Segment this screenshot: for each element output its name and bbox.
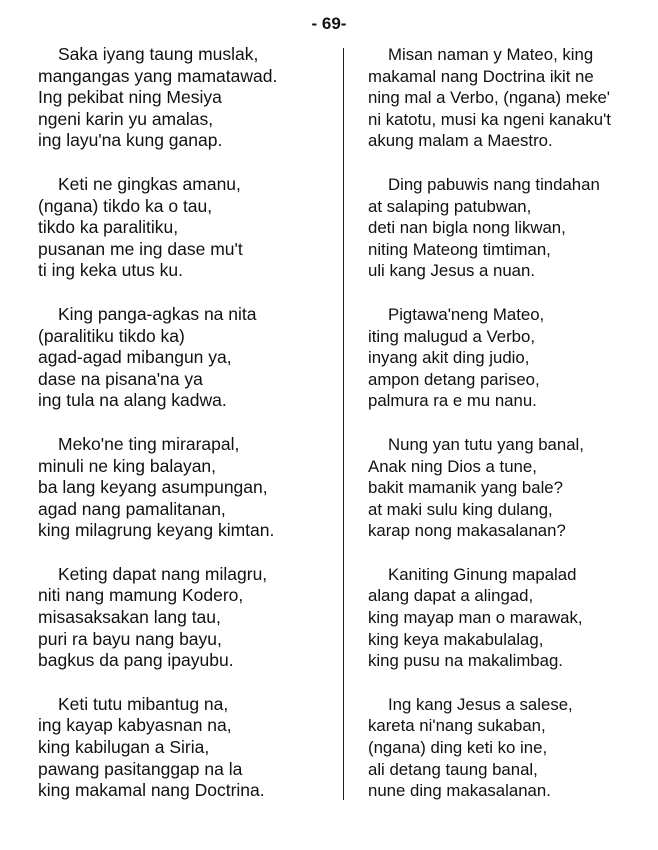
verse-line: karap nong makasalanan? [368,521,566,541]
right-column [368,44,658,824]
stanza [38,694,326,802]
column-divider [343,48,344,800]
verse-line: (paralitiku tikdo ka) [38,325,185,346]
verse-line: Nung yan tutu yang banal, [388,434,584,454]
verse-line: Pigtawa'neng Mateo, [388,304,545,324]
stanza [368,304,658,412]
verse-line: ing tula na alang kadwa. [38,390,227,411]
page-number: - 69- [311,14,347,33]
verse-line: bakit mamanik yang bale? [368,478,563,498]
verse-line: king keya makabulalag, [368,629,544,649]
stanza [38,434,326,542]
stanza [38,44,326,152]
verse-line: king kabilugan a Siria, [38,737,210,758]
verse-line: king makamal nang Doctrina. [38,780,265,801]
verse-line: kareta ni'nang sukaban, [368,716,546,736]
verse-line: deti nan bigla nong likwan, [368,218,566,238]
verse-line: (ngana) tikdo ka o tau, [38,195,213,216]
verse-line: uli kang Jesus a nuan. [368,261,535,281]
verse-line: pawang pasitanggap na la [38,758,243,779]
verse-line: ning mal a Verbo, (ngana) meke' [368,88,611,108]
verse-line: king milagrung keyang kimtan. [38,520,275,541]
stanza [368,174,658,282]
verse-line: puri ra bayu nang bayu, [38,628,222,649]
verse-line: iting malugud a Verbo, [368,326,535,346]
verse-line: dase na pisana'na ya [38,368,203,389]
verse-line: Anak ning Dios a tune, [368,456,537,476]
verse-line: Ing kang Jesus a salese, [388,694,573,714]
verse-line: makamal nang Doctrina ikit ne [368,66,594,86]
verse-line: minuli ne king balayan, [38,455,217,476]
verse-line: pusanan me ing dase mu't [38,238,243,259]
verse-line: ing layu'na kung ganap. [38,130,223,151]
verse-line: Keting dapat nang milagru, [58,563,268,584]
verse-line: palmura ra e mu nanu. [368,391,537,411]
verse-line: agad-agad mibangun ya, [38,347,232,368]
stanza [368,564,658,672]
verse-line: at salaping patubwan, [368,196,532,216]
stanza [368,694,658,802]
verse-line: mangangas yang mamatawad. [38,65,278,86]
verse-line: ing kayap kabyasnan na, [38,715,232,736]
verse-line: ba lang keyang asumpungan, [38,477,268,498]
stanza [38,564,326,672]
verse-line: Keti ne gingkas amanu, [58,173,241,194]
verse-line: king mayap man o marawak, [368,608,583,628]
verse-line: niting Mateong timtiman, [368,239,551,259]
verse-line: agad nang pamalitanan, [38,498,226,519]
verse-line: tikdo ka paralitiku, [38,217,179,238]
verse-line: King panga-agkas na nita [58,303,257,324]
verse-line: king pusu na makalimbag. [368,651,563,671]
verse-line: inyang akit ding judio, [368,348,530,368]
verse-line: Keti tutu mibantug na, [58,693,229,714]
verse-line: akung malam a Maestro. [368,131,553,151]
stanza [38,304,326,412]
verse-line: misasaksakan lang tau, [38,607,221,628]
verse-line: ti ing keka utus ku. [38,260,183,281]
verse-line: Ing pekibat ning Mesiya [38,87,222,108]
verse-line: niti nang mamung Kodero, [38,585,244,606]
stanza [38,174,326,282]
verse-line: ni katotu, musi ka ngeni kanaku't [368,109,611,129]
verse-line: Ding pabuwis nang tindahan [388,174,600,194]
verse-line: Saka iyang taung muslak, [58,44,259,64]
verse-line: at maki sulu king dulang, [368,499,553,519]
stanza [368,434,658,542]
verse-line: ali detang taung banal, [368,759,538,779]
verse-line: (ngana) ding keti ko ine, [368,738,548,758]
verse-line: nune ding makasalanan. [368,781,551,801]
left-column [38,44,326,824]
verse-line: Meko'ne ting mirarapal, [58,433,240,454]
verse-line: Kaniting Ginung mapalad [388,564,577,584]
verse-line: alang dapat a alingad, [368,586,534,606]
verse-line: ampon detang pariseo, [368,369,540,389]
verse-line: bagkus da pang ipayubu. [38,650,234,671]
verse-line: ngeni karin yu amalas, [38,108,214,129]
verse-line: Misan naman y Mateo, king [388,45,594,64]
stanza [368,44,658,152]
